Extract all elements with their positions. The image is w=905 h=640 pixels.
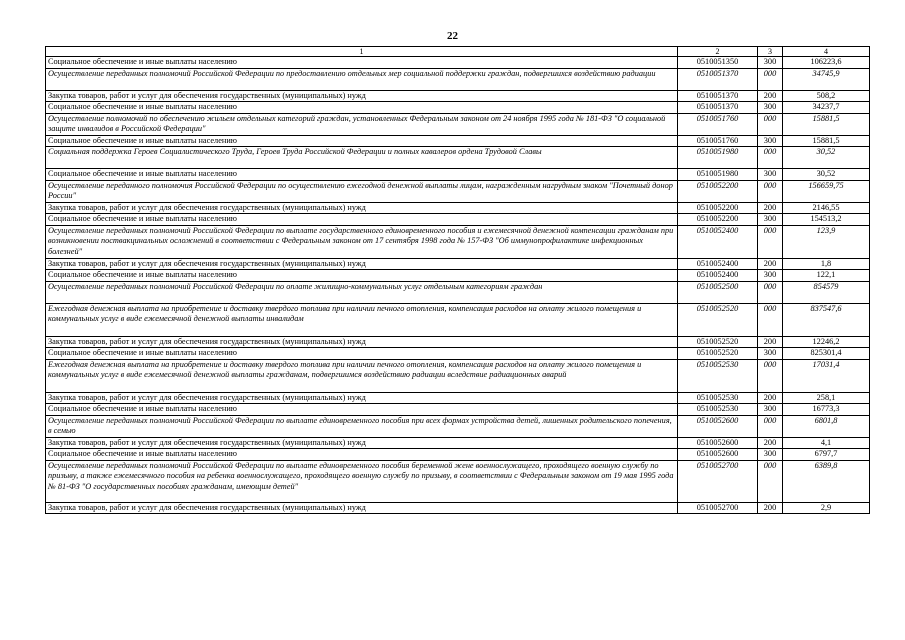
row-expense-type: 000 <box>758 359 783 392</box>
row-target-code: 0510052600 <box>678 437 758 449</box>
row-description: Закупка товаров, работ и услуг для обеспечения государственных (муниципальных) нужд <box>46 336 678 348</box>
row-target-code: 0510051980 <box>678 169 758 181</box>
column-number: 3 <box>758 47 783 57</box>
table-row <box>46 57 870 69</box>
table-row <box>46 460 870 502</box>
row-target-code: 0510052200 <box>678 180 758 202</box>
table-row <box>46 449 870 461</box>
row-target-code: 0510051370 <box>678 90 758 102</box>
row-amount: 854579 <box>783 281 870 303</box>
row-amount: 837547,6 <box>783 303 870 336</box>
row-expense-type: 000 <box>758 68 783 90</box>
row-description: Осуществление переданных полномочий Российской Федерации по выплате государственного единовременного пособия и ежемесячной денежной компенсации гражданам при возникновении поствакцинальных осложнений в соответствии с Федеральным законом от 17 сентября 1998 года № 157-ФЗ "Об иммунопрофилактике инфекционных болезней" <box>46 225 678 258</box>
row-description: Закупка товаров, работ и услуг для обеспечения государственных (муниципальных) нужд <box>46 258 678 270</box>
row-target-code: 0510052400 <box>678 270 758 282</box>
row-amount: 2,9 <box>783 502 870 514</box>
row-amount: 16773,3 <box>783 404 870 416</box>
row-amount: 34745,9 <box>783 68 870 90</box>
table-row <box>46 415 870 437</box>
row-target-code: 0510052400 <box>678 258 758 270</box>
table-row <box>46 135 870 147</box>
row-target-code: 0510052400 <box>678 225 758 258</box>
row-target-code: 0510052530 <box>678 359 758 392</box>
row-expense-type: 200 <box>758 336 783 348</box>
page-number: 22 <box>447 30 458 42</box>
row-description: Закупка товаров, работ и услуг для обеспечения государственных (муниципальных) нужд <box>46 202 678 214</box>
row-target-code: 0510052520 <box>678 348 758 360</box>
row-expense-type: 300 <box>758 214 783 226</box>
row-target-code: 0510051980 <box>678 147 758 169</box>
row-amount: 17031,4 <box>783 359 870 392</box>
row-expense-type: 300 <box>758 135 783 147</box>
table-row <box>46 404 870 416</box>
row-target-code: 0510052530 <box>678 404 758 416</box>
row-amount: 15881,5 <box>783 135 870 147</box>
row-expense-type: 300 <box>758 270 783 282</box>
row-description: Социальное обеспечение и иные выплаты населению <box>46 348 678 360</box>
row-description: Закупка товаров, работ и услуг для обеспечения государственных (муниципальных) нужд <box>46 392 678 404</box>
row-amount: 122,1 <box>783 270 870 282</box>
row-amount: 6389,8 <box>783 460 870 502</box>
row-expense-type: 000 <box>758 415 783 437</box>
table-row <box>46 90 870 102</box>
row-amount: 1,8 <box>783 258 870 270</box>
row-description: Социальное обеспечение и иные выплаты населению <box>46 57 678 69</box>
row-expense-type: 300 <box>758 169 783 181</box>
row-target-code: 0510052700 <box>678 502 758 514</box>
row-target-code: 0510051350 <box>678 57 758 69</box>
column-number: 1 <box>46 47 678 57</box>
row-description: Осуществление переданных полномочий Российской Федерации по выплате единовременного пособия при всех формах устройства детей, лишенных родительского попечения, в семью <box>46 415 678 437</box>
row-target-code: 0510052700 <box>678 460 758 502</box>
column-number: 2 <box>678 47 758 57</box>
row-amount: 34237,7 <box>783 102 870 114</box>
row-expense-type: 300 <box>758 57 783 69</box>
row-description: Закупка товаров, работ и услуг для обеспечения государственных (муниципальных) нужд <box>46 437 678 449</box>
row-description: Осуществление переданных полномочий Российской Федерации по оплате жилищно-коммунальных услуг отдельным категориям граждан <box>46 281 678 303</box>
table-row <box>46 359 870 392</box>
row-target-code: 0510052200 <box>678 202 758 214</box>
table-row <box>46 202 870 214</box>
row-description: Социальное обеспечение и иные выплаты населению <box>46 169 678 181</box>
row-expense-type: 000 <box>758 303 783 336</box>
row-target-code: 0510052600 <box>678 449 758 461</box>
row-expense-type: 000 <box>758 225 783 258</box>
row-target-code: 0510051760 <box>678 113 758 135</box>
row-expense-type: 000 <box>758 281 783 303</box>
table-row <box>46 180 870 202</box>
table-row <box>46 214 870 226</box>
row-expense-type: 200 <box>758 392 783 404</box>
row-expense-type: 300 <box>758 404 783 416</box>
row-amount: 4,1 <box>783 437 870 449</box>
row-expense-type: 200 <box>758 90 783 102</box>
row-amount: 106223,6 <box>783 57 870 69</box>
row-expense-type: 000 <box>758 460 783 502</box>
row-target-code: 0510051760 <box>678 135 758 147</box>
row-expense-type: 000 <box>758 180 783 202</box>
row-target-code: 0510052600 <box>678 415 758 437</box>
row-description: Ежегодная денежная выплата на приобретение и доставку твердого топлива при наличии печного отопления, компенсация расходов на оплату жилого помещения и коммунальных услуг в виде ежемесячной денежной выплаты инвалидам <box>46 303 678 336</box>
row-amount: 156659,75 <box>783 180 870 202</box>
row-amount: 12246,2 <box>783 336 870 348</box>
row-amount: 258,1 <box>783 392 870 404</box>
row-target-code: 0510052520 <box>678 303 758 336</box>
table-row <box>46 113 870 135</box>
row-description: Ежегодная денежная выплата на приобретение и доставку твердого топлива при наличии печного отопления, компенсация расходов на оплату жилого помещения и коммунальных услуг в виде ежемесячной денежной выплаты гражданам, подвергшимся воздействию радиации вследствие радиационных аварий <box>46 359 678 392</box>
column-number: 4 <box>783 47 870 57</box>
row-amount: 2146,55 <box>783 202 870 214</box>
row-expense-type: 200 <box>758 202 783 214</box>
row-description: Социальная поддержка Героев Социалистического Труда, Героев Труда Российской Федерации и полных кавалеров ордена Трудовой Славы <box>46 147 678 169</box>
table-row <box>46 270 870 282</box>
row-description: Социальное обеспечение и иные выплаты населению <box>46 102 678 114</box>
row-expense-type: 000 <box>758 113 783 135</box>
row-amount: 123,9 <box>783 225 870 258</box>
row-description: Социальное обеспечение и иные выплаты населению <box>46 449 678 461</box>
row-description: Осуществление полномочий по обеспечению жильем отдельных категорий граждан, установленных Федеральным законом от 24 ноября 1995 года № 181-ФЗ "О социальной защите инвалидов в Российской Федерации" <box>46 113 678 135</box>
row-description: Закупка товаров, работ и услуг для обеспечения государственных (муниципальных) нужд <box>46 502 678 514</box>
row-description: Социальное обеспечение и иные выплаты населению <box>46 404 678 416</box>
table-row <box>46 392 870 404</box>
table-row <box>46 303 870 336</box>
row-description: Социальное обеспечение и иные выплаты населению <box>46 214 678 226</box>
table-row <box>46 68 870 90</box>
column-number-row <box>46 47 870 57</box>
table-body <box>46 57 870 514</box>
table-row <box>46 336 870 348</box>
row-target-code: 0510052200 <box>678 214 758 226</box>
row-target-code: 0510051370 <box>678 102 758 114</box>
row-expense-type: 300 <box>758 449 783 461</box>
row-description: Осуществление переданных полномочий Российской Федерации по предоставлению отдельных мер социальной поддержки граждан, подвергшихся воздействию радиации <box>46 68 678 90</box>
table-row <box>46 348 870 360</box>
row-description: Осуществление переданного полномочия Российской Федерации по осуществлению ежегодной денежной выплаты лицам, награжденным нагрудным знаком "Почетный донор России" <box>46 180 678 202</box>
table-row <box>46 225 870 258</box>
table-row <box>46 281 870 303</box>
row-expense-type: 200 <box>758 258 783 270</box>
row-expense-type: 300 <box>758 102 783 114</box>
table-row <box>46 502 870 514</box>
budget-table <box>45 46 870 514</box>
table-row <box>46 437 870 449</box>
row-expense-type: 200 <box>758 502 783 514</box>
table-row <box>46 102 870 114</box>
row-expense-type: 300 <box>758 348 783 360</box>
row-amount: 508,2 <box>783 90 870 102</box>
row-expense-type: 200 <box>758 437 783 449</box>
row-amount: 30,52 <box>783 169 870 181</box>
table-row <box>46 258 870 270</box>
row-target-code: 0510051370 <box>678 68 758 90</box>
row-description: Социальное обеспечение и иные выплаты населению <box>46 135 678 147</box>
row-target-code: 0510052530 <box>678 392 758 404</box>
row-amount: 154513,2 <box>783 214 870 226</box>
row-target-code: 0510052500 <box>678 281 758 303</box>
row-expense-type: 000 <box>758 147 783 169</box>
row-description: Закупка товаров, работ и услуг для обеспечения государственных (муниципальных) нужд <box>46 90 678 102</box>
row-amount: 15881,5 <box>783 113 870 135</box>
row-target-code: 0510052520 <box>678 336 758 348</box>
table-row <box>46 169 870 181</box>
row-description: Социальное обеспечение и иные выплаты населению <box>46 270 678 282</box>
row-amount: 30,52 <box>783 147 870 169</box>
table-row <box>46 147 870 169</box>
row-description: Осуществление переданных полномочий Российской Федерации по выплате единовременного пособия беременной жене военнослужащего, проходящего военную службу по призыву, а также ежемесячного пособия на ребенка военнослужащего, проходящего военную службу по призыву, в соответствии с Федеральным законом от 19 мая 1995 года № 81-ФЗ "О государственных пособиях гражданам, имеющим детей" <box>46 460 678 502</box>
row-amount: 825301,4 <box>783 348 870 360</box>
row-amount: 6801,8 <box>783 415 870 437</box>
row-amount: 6797,7 <box>783 449 870 461</box>
